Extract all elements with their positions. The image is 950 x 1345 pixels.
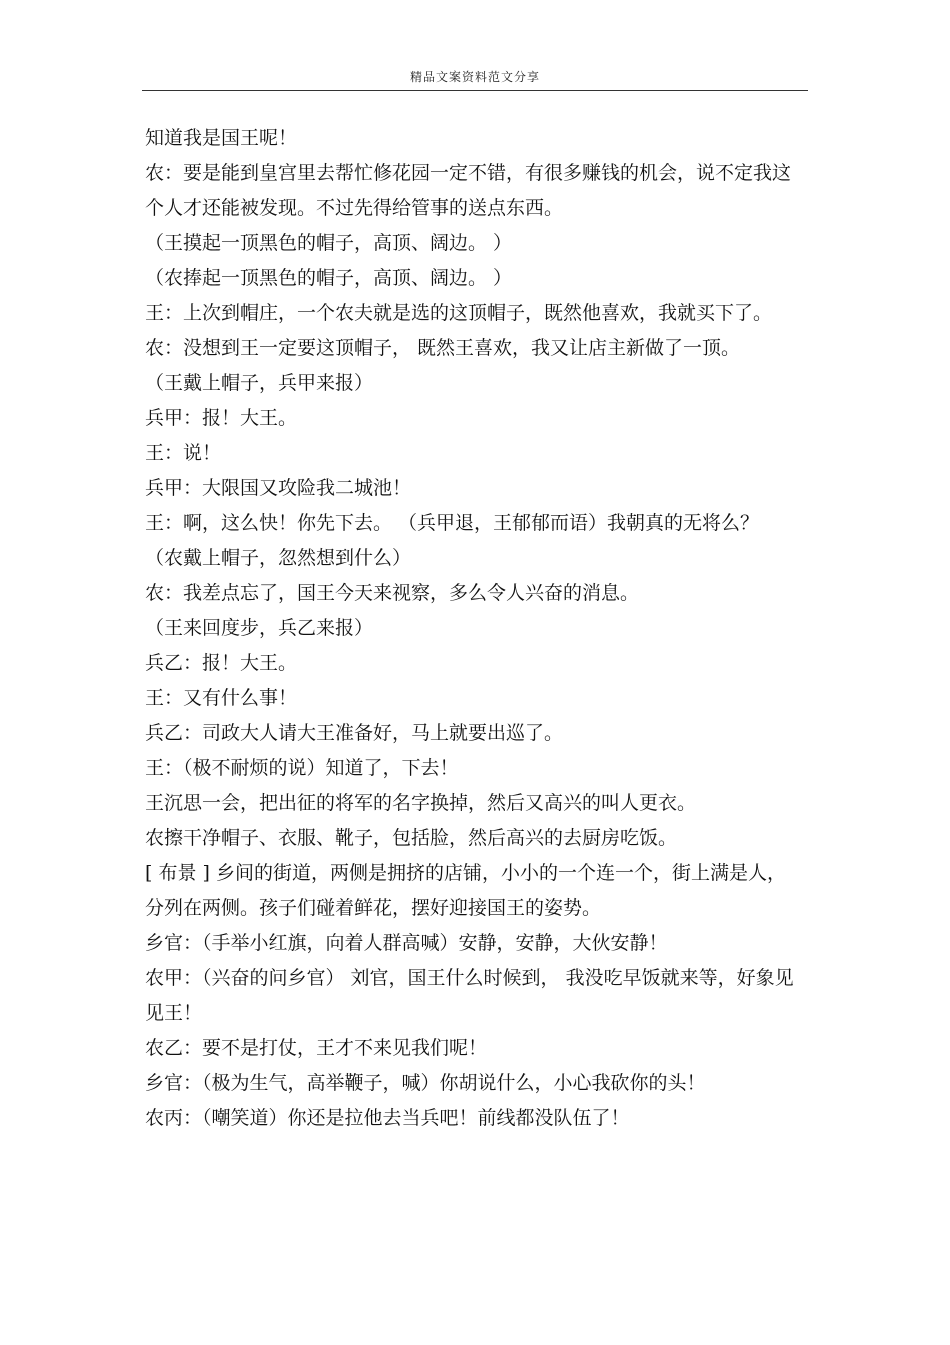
script-body bbox=[145, 121, 795, 1136]
script-line: 兵甲：报！大王。 bbox=[145, 407, 298, 429]
header-divider bbox=[142, 90, 808, 91]
script-line: 农：没想到王一定要这顶帽子， 既然王喜欢，我又让店主新做了一顶。 bbox=[145, 337, 741, 359]
stage-direction: （农戴上帽子，忽然想到什么） bbox=[145, 547, 412, 569]
script-line: 王：又有什么事！ bbox=[145, 687, 298, 709]
script-line: 农：我差点忘了，国王今天来视察，多么令人兴奋的消息。 bbox=[145, 582, 640, 604]
script-line: 农乙：要不是打仗，王才不来见我们呢！ bbox=[145, 1037, 488, 1059]
stage-direction: （王摸起一顶黑色的帽子，高顶、阔边。 ） bbox=[145, 232, 513, 254]
script-line: 乡官：（极为生气，高举鞭子，喊）你胡说什么，小心我砍你的头！ bbox=[145, 1072, 706, 1094]
narration-line: 王沉思一会，把出征的将军的名字换掉，然后又高兴的叫人更衣。 bbox=[145, 792, 697, 814]
script-line: 王：说！ bbox=[145, 442, 222, 464]
script-line: 农丙：（嘲笑道）你还是拉他去当兵吧！前线都没队伍了！ bbox=[145, 1107, 630, 1129]
script-line: 知道我是国王呢！ bbox=[145, 127, 298, 149]
script-line: 王：啊，这么快！你先下去。 （兵甲退，王郁郁而语）我朝真的无将么？ bbox=[145, 512, 760, 534]
script-line: 王：上次到帽庄，一个农夫就是选的这顶帽子，既然他喜欢，我就买下了。 bbox=[145, 302, 773, 324]
stage-direction: （王来回度步，兵乙来报） bbox=[145, 617, 374, 639]
script-line: 乡官：（手举小红旗，向着人群高喊）安静，安静，大伙安静！ bbox=[145, 932, 668, 954]
script-line: 农甲：（兴奋的问乡官） 刘官，国王什么时候到， 我没吃早饭就来等，好象见见王！ bbox=[145, 967, 794, 1024]
script-line: 兵乙：报！大王。 bbox=[145, 652, 298, 674]
script-line: 兵甲：大限国又攻险我二城池！ bbox=[145, 477, 412, 499]
script-line: 农：要是能到皇宫里去帮忙修花园一定不错，有很多赚钱的机会，说不定我这个人才还能被发现。不过先得给管事的送点东西。 bbox=[145, 162, 792, 219]
stage-direction: （王戴上帽子，兵甲来报） bbox=[145, 372, 374, 394]
scene-setting: [ 布景 ] 乡间的街道，两侧是拥挤的店铺，小小的一个连一个，街上满是人，分列在两侧。孩子们碰着鲜花，摆好迎接国王的姿势。 bbox=[145, 862, 786, 919]
narration-line: 农擦干净帽子、衣服、靴子，包括脸，然后高兴的去厨房吃饭。 bbox=[145, 827, 678, 849]
stage-direction: （农捧起一顶黑色的帽子，高顶、阔边。 ） bbox=[145, 267, 513, 289]
script-line: 兵乙：司政大人请大王准备好，马上就要出巡了。 bbox=[145, 722, 564, 744]
script-line: 王：（极不耐烦的说）知道了，下去！ bbox=[145, 757, 459, 779]
page-header: 精品文案资料范文分享 bbox=[409, 70, 540, 84]
